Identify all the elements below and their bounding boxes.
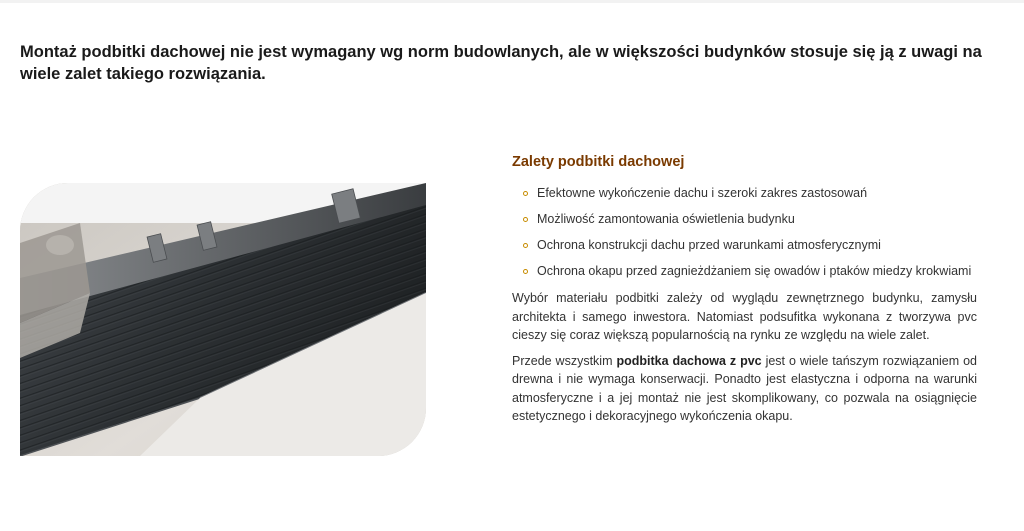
top-divider [0,0,1024,3]
material-paragraph: Wybór materiału podbitki zależy od wyglądu zewnętrznego budynku, zamysłu architekta i samego inwestora. Natomiast podsufitka wykonana z tworzywa pvc cieszy się coraz większą popularnością na rynku ze względu na wiele zalet. [512,291,977,342]
circle-bullet-icon [523,191,528,196]
list-item-text: Efektowne wykończenie dachu i szeroki zakres zastosowań [537,186,868,200]
pvc-paragraph [512,352,977,426]
intro-text: Montaż podbitki dachowej nie jest wymagany wg norm budowlanych, ale w większości budynków stosuje się ją z uwagi na wiele zalet takiego rozwiązania. [20,43,982,83]
pvc-keyword: podbitka dachowa z pvc [616,353,762,368]
circle-bullet-icon [523,217,528,222]
pvc-paragraph-end: jest o wiele tańszym rozwiązaniem od drewna i nie wymaga konserwacji. Ponadto jest elastyczna i odporna na warunki atmosferyczne i a jej montaż nie jest skomplikowany, co pozwala na osiągnięcie estetycznego i dekoracyjnego wykończenia okapu. [512,353,978,423]
list-item [512,262,977,281]
list-item [512,210,977,229]
advantages-list [512,184,977,281]
advantages-section [512,152,977,433]
list-item [512,236,977,255]
advantages-heading: Zalety podbitki dachowej [512,154,685,170]
list-item-text: Ochrona okapu przed zagnieżdżaniem się owadów i ptaków miedzy krokwiami [537,264,972,278]
pvc-paragraph-start: Przede wszystkim [512,353,617,368]
list-item-text: Możliwość zamontowania oświetlenia budynku [537,212,795,226]
soffit-photo [20,183,426,456]
circle-bullet-icon [523,243,528,248]
list-item-text: Ochrona konstrukcji dachu przed warunkami atmosferycznymi [537,238,881,252]
list-item [512,184,977,203]
circle-bullet-icon [523,269,528,274]
